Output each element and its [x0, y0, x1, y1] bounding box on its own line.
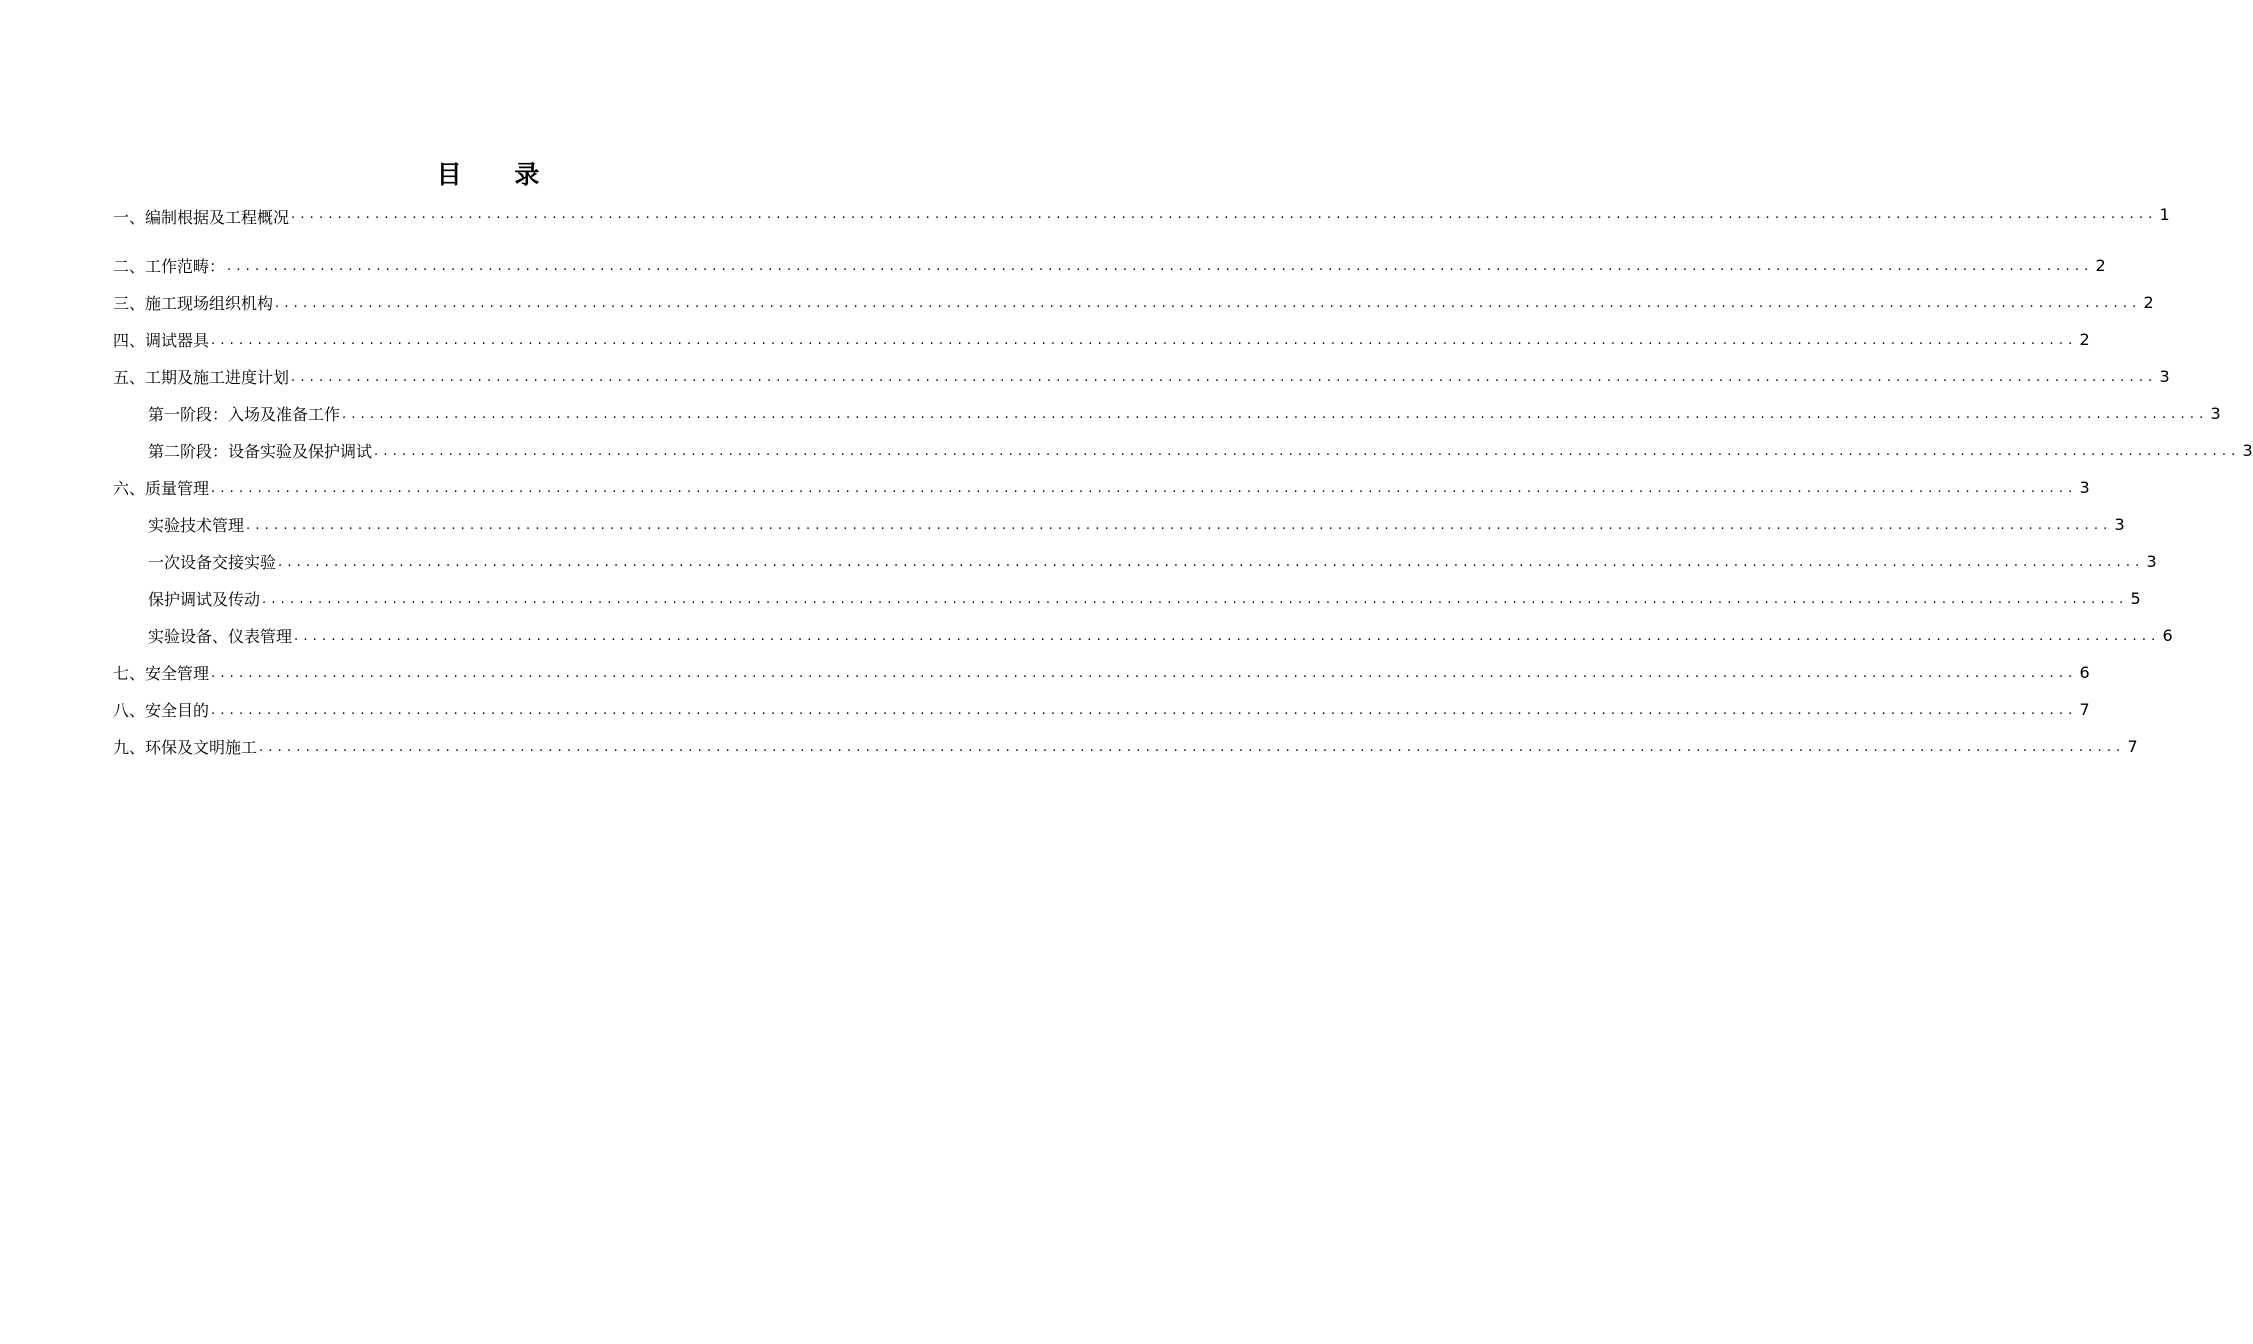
toc-dot-leader: ........................................................................................................................................................................................................: [246, 518, 2113, 533]
toc-subentry[interactable]: [113, 543, 2157, 580]
toc-entry[interactable]: [113, 691, 2090, 728]
toc-entry[interactable]: [113, 247, 2106, 284]
toc-entry-text: 六、质量管理: [113, 479, 210, 498]
toc-dot-leader: ........................................................................................................................................................................................................: [294, 629, 2161, 644]
toc-title: 目 录: [436, 160, 562, 189]
toc-subentry[interactable]: [113, 395, 2221, 432]
toc-subentry[interactable]: [113, 580, 2141, 617]
toc-entry-text: 保护调试及传动: [148, 590, 261, 609]
toc-entry-text: 实验技术管理: [148, 516, 245, 535]
toc-entry[interactable]: [113, 654, 2090, 691]
toc-page-number: 7: [2127, 737, 2138, 756]
toc-page-number: 3: [2079, 478, 2090, 497]
toc-entry[interactable]: [113, 358, 2170, 395]
toc-dot-leader: ........................................................................................................................................................................................................: [278, 555, 2145, 570]
toc-dot-leader: ........................................................................................................................................................................................................: [211, 481, 2078, 496]
toc-page-number: 3: [2159, 367, 2170, 386]
toc-entry-text: 四、调试器具: [113, 331, 210, 350]
toc-subentry[interactable]: [113, 432, 2253, 469]
toc-page-number: 7: [2079, 700, 2090, 719]
toc-dot-leader: ........................................................................................................................................................................................................: [291, 207, 2158, 222]
toc-page-number: 2: [2143, 293, 2154, 312]
toc-entry[interactable]: [113, 321, 2090, 358]
toc-dot-leader: ........................................................................................................................................................................................................: [342, 407, 2209, 422]
toc-entry-text: 五、工期及施工进度计划: [113, 368, 290, 387]
toc-subentry[interactable]: [113, 617, 2173, 654]
toc-dot-leader: ........................................................................................................................................................................................................: [291, 370, 2158, 385]
toc-entry[interactable]: [113, 469, 2090, 506]
toc-page-number: 3: [2210, 404, 2221, 423]
toc-dot-leader: ........................................................................................................................................................................................................: [275, 296, 2142, 311]
toc-page-number: 6: [2079, 663, 2090, 682]
toc-dot-leader: ........................................................................................................................................................................................................: [259, 740, 2126, 755]
toc-page-number: 2: [2095, 256, 2106, 275]
toc-page-number: 3: [2114, 515, 2125, 534]
table-of-contents: [113, 198, 2253, 765]
toc-dot-leader: ........................................................................................................................................................................................................: [227, 259, 2094, 274]
toc-page-number: 5: [2130, 589, 2141, 608]
toc-entry-text: 九、环保及文明施工: [113, 738, 258, 757]
toc-subentry[interactable]: [113, 506, 2125, 543]
toc-entry-text: 三、施工现场组织机构: [113, 294, 274, 313]
toc-entry[interactable]: [113, 728, 2138, 765]
toc-page-number: 3: [2242, 441, 2253, 460]
toc-entry-text: 二、工作范畴：: [113, 257, 226, 276]
toc-entry-text: 第二阶段：设备实验及保护调试: [148, 442, 373, 461]
toc-entry-text: 七、安全管理: [113, 664, 210, 683]
toc-page-number: 6: [2162, 626, 2173, 645]
toc-dot-leader: ........................................................................................................................................................................................................: [211, 666, 2078, 681]
toc-entry-text: 一、编制根据及工程概况: [113, 208, 290, 227]
toc-dot-leader: ........................................................................................................................................................................................................: [211, 703, 2078, 718]
toc-dot-leader: ........................................................................................................................................................................................................: [374, 444, 2241, 459]
toc-page-number: 2: [2079, 330, 2090, 349]
toc-entry-text: 八、安全目的: [113, 701, 210, 720]
toc-page-number: 1: [2159, 205, 2170, 224]
toc-entry[interactable]: [113, 284, 2154, 321]
toc-entry-text: 实验设备、仪表管理: [148, 627, 293, 646]
toc-dot-leader: ........................................................................................................................................................................................................: [262, 592, 2129, 607]
toc-entry-text: 第一阶段：入场及准备工作: [148, 405, 341, 424]
toc-entry[interactable]: [113, 198, 2170, 247]
toc-page-number: 3: [2146, 552, 2157, 571]
toc-entry-text: 一次设备交接实验: [148, 553, 277, 572]
toc-dot-leader: ........................................................................................................................................................................................................: [211, 333, 2078, 348]
